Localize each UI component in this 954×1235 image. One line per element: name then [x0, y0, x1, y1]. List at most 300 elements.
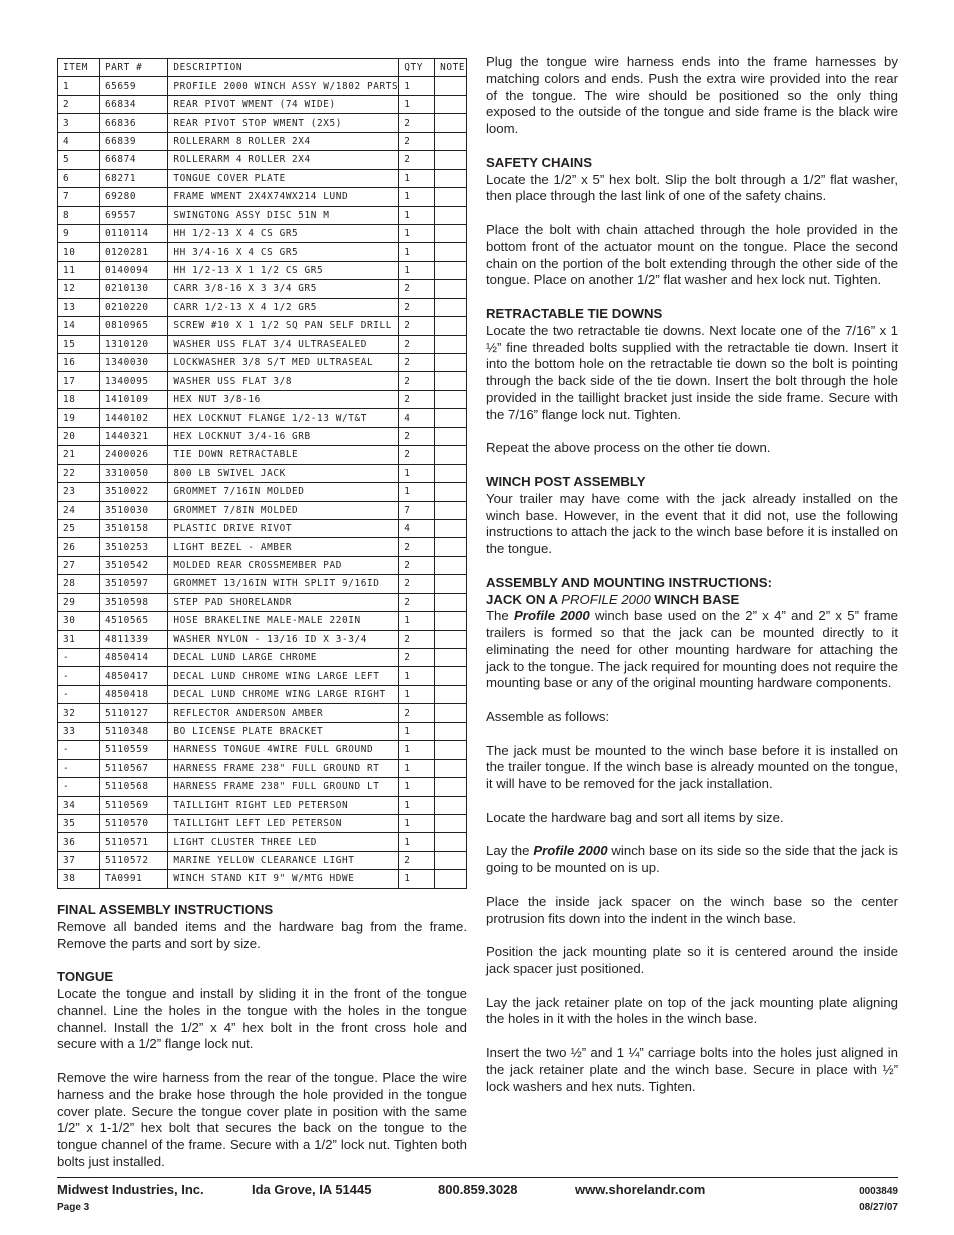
table-row [58, 390, 467, 408]
item-cell: 35 [58, 814, 100, 832]
description-cell: ROLLERARM 4 ROLLER 2X4 [168, 151, 399, 169]
part-number-cell: 69280 [99, 188, 167, 206]
footer-divider [57, 1177, 898, 1178]
item-cell: 25 [58, 519, 100, 537]
qty-cell: 2 [399, 372, 435, 390]
winch-post-heading: WINCH POST ASSEMBLY [486, 473, 646, 489]
note-cell [435, 833, 467, 851]
note-cell [435, 261, 467, 279]
part-number-cell: 5110559 [99, 741, 167, 759]
table-row [58, 169, 467, 187]
description-cell: LOCKWASHER 3/8 S/T MED ULTRASEAL [168, 354, 399, 372]
qty-cell: 2 [399, 317, 435, 335]
qty-cell: 2 [399, 446, 435, 464]
profile-paragraph-rest: winch base used on the 2” x 4” and 2” x 5” frame trailers is formed so that the jack can be mounted directly to it eliminating the need for other mounting hardware for attaching the jack to the tongue. The jack required for mounting does not require the mounting base or any of the original mounting hardware components. [486, 608, 899, 691]
item-cell: 32 [58, 704, 100, 722]
footer-website: www.shorelandr.com [575, 1182, 706, 1197]
part-number-cell: 66836 [99, 114, 167, 132]
winch-post-paragraph: Your trailer may have come with the jack already installed on the winch base. However, in the event that it did not, use the following instructions to attach the jack to the winch base before it is installed on the tongue. [486, 490, 898, 557]
table-row [58, 280, 467, 298]
note-cell [435, 298, 467, 316]
description-cell: DECAL LUND CHROME WING LARGE RIGHT [168, 685, 399, 703]
qty-cell: 2 [399, 593, 435, 611]
item-cell: 7 [58, 188, 100, 206]
note-cell [435, 243, 467, 261]
part-number-cell: TA0991 [99, 870, 167, 888]
item-cell: 15 [58, 335, 100, 353]
item-cell: 19 [58, 409, 100, 427]
qty-cell: 1 [399, 261, 435, 279]
table-row [58, 814, 467, 832]
note-cell [435, 704, 467, 722]
footer-page-number: Page 3 [57, 1202, 90, 1213]
note-cell [435, 409, 467, 427]
note-cell [435, 95, 467, 113]
description-cell: GROMMET 13/16IN WITH SPLIT 9/16ID [168, 575, 399, 593]
qty-cell: 1 [399, 685, 435, 703]
item-cell: - [58, 667, 100, 685]
item-cell: 3 [58, 114, 100, 132]
item-cell: 9 [58, 224, 100, 242]
qty-cell: 1 [399, 612, 435, 630]
profile-paragraph-start: The [486, 608, 515, 624]
table-row [58, 667, 467, 685]
qty-cell: 1 [399, 741, 435, 759]
table-row [58, 575, 467, 593]
table-row [58, 243, 467, 261]
description-cell: DECAL LUND LARGE CHROME [168, 649, 399, 667]
description-cell: CARR 3/8-16 X 3 3/4 GR5 [168, 280, 399, 298]
left-column-text [57, 902, 467, 1188]
header-item: ITEM [58, 59, 100, 77]
description-cell: SWINGTONG ASSY DISC 51N M [168, 206, 399, 224]
assemble-as-follows: Assemble as follows: [486, 709, 610, 725]
qty-cell: 1 [399, 169, 435, 187]
qty-cell: 1 [399, 224, 435, 242]
table-row [58, 612, 467, 630]
description-cell: HEX LOCKNUT 3/4-16 GRB [168, 427, 399, 445]
table-row [58, 870, 467, 888]
qty-cell: 2 [399, 630, 435, 648]
note-cell [435, 814, 467, 832]
note-cell [435, 390, 467, 408]
description-cell: ROLLERARM 8 ROLLER 2X4 [168, 132, 399, 150]
note-cell [435, 667, 467, 685]
table-row [58, 833, 467, 851]
safety-chains-paragraph-2: Place the bolt with chain attached through the hole provided in the bottom front of the actuator mount on the tongue. Place the second chain on the portion of the bolt extending through the other side of the tongue. Place on another 1/2” flat washer and hex lock nut. Tighten. [486, 221, 898, 288]
item-cell: 2 [58, 95, 100, 113]
note-cell [435, 151, 467, 169]
note-cell [435, 778, 467, 796]
description-cell: PLASTIC DRIVE RIVOT [168, 519, 399, 537]
table-row [58, 261, 467, 279]
note-cell [435, 630, 467, 648]
description-cell: LIGHT BEZEL - AMBER [168, 538, 399, 556]
qty-cell: 1 [399, 778, 435, 796]
note-cell [435, 354, 467, 372]
qty-cell: 4 [399, 519, 435, 537]
qty-cell: 2 [399, 298, 435, 316]
qty-cell: 1 [399, 722, 435, 740]
note-cell [435, 722, 467, 740]
header-description: DESCRIPTION [168, 59, 399, 77]
footer-doc-number: 0003849 [859, 1186, 898, 1197]
qty-cell: 2 [399, 649, 435, 667]
description-cell: STEP PAD SHORELANDR [168, 593, 399, 611]
table-row [58, 722, 467, 740]
part-number-cell: 1410109 [99, 390, 167, 408]
table-row [58, 409, 467, 427]
part-number-cell: 5110570 [99, 814, 167, 832]
table-row [58, 741, 467, 759]
note-cell [435, 446, 467, 464]
item-cell: 26 [58, 538, 100, 556]
qty-cell: 2 [399, 354, 435, 372]
item-cell: 16 [58, 354, 100, 372]
item-cell: - [58, 741, 100, 759]
note-cell [435, 519, 467, 537]
item-cell: 12 [58, 280, 100, 298]
footer-company: Midwest Industries, Inc. [57, 1182, 204, 1197]
table-row [58, 483, 467, 501]
qty-cell: 1 [399, 243, 435, 261]
qty-cell: 1 [399, 667, 435, 685]
note-cell [435, 501, 467, 519]
description-cell: TIE DOWN RETRACTABLE [168, 446, 399, 464]
lay-profile-2000-name: Profile 2000 [533, 843, 608, 859]
locate-hardware-paragraph: Locate the hardware bag and sort all items by size. [486, 809, 784, 825]
description-cell: HOSE BRAKELINE MALE-MALE 220IN [168, 612, 399, 630]
note-cell [435, 427, 467, 445]
description-cell: WASHER NYLON - 13/16 ID X 3-3/4 [168, 630, 399, 648]
part-number-cell: 3510597 [99, 575, 167, 593]
final-assembly-heading: FINAL ASSEMBLY INSTRUCTIONS [57, 902, 274, 917]
part-number-cell: 0810965 [99, 317, 167, 335]
description-cell: MARINE YELLOW CLEARANCE LIGHT [168, 851, 399, 869]
part-number-cell: 66874 [99, 151, 167, 169]
description-cell: WASHER USS FLAT 3/8 [168, 372, 399, 390]
item-cell: 8 [58, 206, 100, 224]
item-cell: 29 [58, 593, 100, 611]
carriage-bolts-paragraph: Insert the two ½” and 1 ¼” carriage bolts into the holes just aligned in the jack retainer plate and the winch base. Secure in place with ½” lock washers and hex nuts. Tighten. [486, 1045, 898, 1094]
table-row [58, 446, 467, 464]
item-cell: - [58, 759, 100, 777]
description-cell: HH 1/2-13 X 4 CS GR5 [168, 224, 399, 242]
description-cell: PROFILE 2000 WINCH ASSY W/1802 PARTS [168, 77, 399, 95]
item-cell: 28 [58, 575, 100, 593]
description-cell: HEX LOCKNUT FLANGE 1/2-13 W/T&T [168, 409, 399, 427]
part-number-cell: 5110567 [99, 759, 167, 777]
qty-cell: 1 [399, 814, 435, 832]
note-cell [435, 132, 467, 150]
description-cell: LIGHT CLUSTER THREE LED [168, 833, 399, 851]
table-row [58, 464, 467, 482]
item-cell: 36 [58, 833, 100, 851]
item-cell: 24 [58, 501, 100, 519]
table-row [58, 151, 467, 169]
note-cell [435, 741, 467, 759]
qty-cell: 1 [399, 206, 435, 224]
part-number-cell: 5110572 [99, 851, 167, 869]
tie-downs-paragraph-2: Repeat the above process on the other tie down. [486, 440, 771, 456]
item-cell: 31 [58, 630, 100, 648]
parts-table [57, 58, 467, 889]
qty-cell: 2 [399, 390, 435, 408]
table-row [58, 593, 467, 611]
safety-chains-paragraph-1: Locate the 1/2” x 5” hex bolt. Slip the bolt through a 1/2” flat washer, then place through the last link of one of the safety chains. [486, 171, 898, 204]
qty-cell: 1 [399, 870, 435, 888]
description-cell: REFLECTOR ANDERSON AMBER [168, 704, 399, 722]
note-cell [435, 280, 467, 298]
table-row [58, 538, 467, 556]
note-cell [435, 206, 467, 224]
table-row [58, 372, 467, 390]
description-cell: HH 1/2-13 X 1 1/2 CS GR5 [168, 261, 399, 279]
part-number-cell: 5110571 [99, 833, 167, 851]
tongue-paragraph-1: Locate the tongue and install by sliding it in the front of the tongue channel. Line the holes in the tongue with the holes in the tongue channel. Install the 1/2” x 4” hex bolt in the front cross hole and secure with a 1/2” flange lock nut. [57, 985, 467, 1052]
jack-spacer-paragraph: Place the inside jack spacer on the winch base so the center protrusion fits down into the indent in the winch base. [486, 893, 898, 926]
part-number-cell: 1310120 [99, 335, 167, 353]
qty-cell: 2 [399, 114, 435, 132]
part-number-cell: 4811339 [99, 630, 167, 648]
table-row [58, 298, 467, 316]
qty-cell: 1 [399, 483, 435, 501]
part-number-cell: 4850414 [99, 649, 167, 667]
assembly-mounting-heading: ASSEMBLY AND MOUNTING INSTRUCTIONS: [486, 574, 772, 590]
description-cell: HARNESS TONGUE 4WIRE FULL GROUND [168, 741, 399, 759]
footer-date: 08/27/07 [859, 1202, 898, 1213]
table-row [58, 630, 467, 648]
table-row [58, 556, 467, 574]
note-cell [435, 556, 467, 574]
qty-cell: 1 [399, 77, 435, 95]
part-number-cell: 3510030 [99, 501, 167, 519]
note-cell [435, 335, 467, 353]
profile-2000-name: Profile 2000 [514, 608, 590, 624]
header-note: NOTE [435, 59, 467, 77]
part-number-cell: 3510022 [99, 483, 167, 501]
tie-downs-heading: RETRACTABLE TIE DOWNS [486, 305, 663, 321]
safety-chains-heading: SAFETY CHAINS [486, 154, 593, 170]
note-cell [435, 685, 467, 703]
qty-cell: 2 [399, 538, 435, 556]
note-cell [435, 317, 467, 335]
description-cell: MOLDED REAR CROSSMEMBER PAD [168, 556, 399, 574]
note-cell [435, 224, 467, 242]
table-row [58, 114, 467, 132]
description-cell: BO LICENSE PLATE BRACKET [168, 722, 399, 740]
table-row [58, 224, 467, 242]
note-cell [435, 649, 467, 667]
item-cell: 21 [58, 446, 100, 464]
table-row [58, 206, 467, 224]
description-cell: TAILLIGHT LEFT LED PETERSON [168, 814, 399, 832]
item-cell: 10 [58, 243, 100, 261]
lay-paragraph-rest: winch base on its side so the side that the jack is going to be mounted on is up. [486, 843, 898, 876]
qty-cell: 2 [399, 704, 435, 722]
item-cell: 37 [58, 851, 100, 869]
note-cell [435, 796, 467, 814]
table-row [58, 95, 467, 113]
header-part: PART # [99, 59, 167, 77]
part-number-cell: 4850418 [99, 685, 167, 703]
note-cell [435, 372, 467, 390]
item-cell: 22 [58, 464, 100, 482]
item-cell: - [58, 649, 100, 667]
profile-2000-paragraph [486, 608, 898, 692]
description-cell: FRAME WMENT 2X4X74WX214 LUND [168, 188, 399, 206]
table-row [58, 649, 467, 667]
part-number-cell: 0120281 [99, 243, 167, 261]
description-cell: CARR 1/2-13 X 4 1/2 GR5 [168, 298, 399, 316]
note-cell [435, 483, 467, 501]
description-cell: WINCH STAND KIT 9" W/MTG HDWE [168, 870, 399, 888]
part-number-cell: 3310050 [99, 464, 167, 482]
description-cell: 800 LB SWIVEL JACK [168, 464, 399, 482]
note-cell [435, 759, 467, 777]
description-cell: TONGUE COVER PLATE [168, 169, 399, 187]
item-cell: 1 [58, 77, 100, 95]
qty-cell: 1 [399, 796, 435, 814]
note-cell [435, 870, 467, 888]
item-cell: 11 [58, 261, 100, 279]
table-row [58, 778, 467, 796]
qty-cell: 2 [399, 851, 435, 869]
note-cell [435, 851, 467, 869]
table-row [58, 335, 467, 353]
jack-on-heading-text: JACK ON A [486, 591, 562, 607]
item-cell: - [58, 778, 100, 796]
description-cell: HARNESS FRAME 238" FULL GROUND RT [168, 759, 399, 777]
table-row [58, 759, 467, 777]
part-number-cell: 3510253 [99, 538, 167, 556]
table-row [58, 685, 467, 703]
description-cell: GROMMET 7/8IN MOLDED [168, 501, 399, 519]
item-cell: 18 [58, 390, 100, 408]
tie-downs-paragraph-1: Locate the two retractable tie downs. Next locate one of the 7/16” x 1 ½” fine threaded bolts supplied with the retractable tie down. Insert it into the bottom hole on the retractable tie down so the bolt is pointing through the back side of the tie down. Insert the bolt through the hole provided in the taillight bracket just inside the side frame. Secure with the 7/16” flange lock nut. Tighten. [486, 322, 898, 422]
item-cell: - [58, 685, 100, 703]
qty-cell: 1 [399, 188, 435, 206]
lay-winch-base-paragraph [486, 843, 898, 877]
qty-cell: 7 [399, 501, 435, 519]
right-column-text [486, 54, 898, 1112]
item-cell: 13 [58, 298, 100, 316]
qty-cell: 2 [399, 132, 435, 150]
part-number-cell: 1440321 [99, 427, 167, 445]
table-row [58, 427, 467, 445]
qty-cell: 2 [399, 151, 435, 169]
part-number-cell: 1340095 [99, 372, 167, 390]
item-cell: 5 [58, 151, 100, 169]
part-number-cell: 4850417 [99, 667, 167, 685]
qty-cell: 2 [399, 556, 435, 574]
retainer-plate-paragraph: Lay the jack retainer plate on top of the jack mounting plate aligning the holes in it with the holes in the winch base. [486, 994, 898, 1027]
item-cell: 30 [58, 612, 100, 630]
footer-city: Ida Grove, IA 51445 [252, 1182, 372, 1197]
note-cell [435, 169, 467, 187]
note-cell [435, 77, 467, 95]
jack-on-profile-heading [486, 592, 898, 609]
qty-cell: 1 [399, 95, 435, 113]
note-cell [435, 464, 467, 482]
part-number-cell: 5110569 [99, 796, 167, 814]
table-row [58, 519, 467, 537]
footer-phone: 800.859.3028 [438, 1182, 518, 1197]
part-number-cell: 66839 [99, 132, 167, 150]
qty-cell: 4 [399, 409, 435, 427]
note-cell [435, 538, 467, 556]
description-cell: TAILLIGHT RIGHT LED PETERSON [168, 796, 399, 814]
part-number-cell: 5110348 [99, 722, 167, 740]
part-number-cell: 65659 [99, 77, 167, 95]
table-row [58, 501, 467, 519]
description-cell: SCREW #10 X 1 1/2 SQ PAN SELF DRILL [168, 317, 399, 335]
table-row [58, 354, 467, 372]
qty-cell: 2 [399, 575, 435, 593]
part-number-cell: 66834 [99, 95, 167, 113]
item-cell: 17 [58, 372, 100, 390]
description-cell: HH 3/4-16 X 4 CS GR5 [168, 243, 399, 261]
note-cell [435, 188, 467, 206]
table-row [58, 851, 467, 869]
part-number-cell: 0140094 [99, 261, 167, 279]
qty-cell: 2 [399, 427, 435, 445]
tongue-paragraph-2: Remove the wire harness from the rear of the tongue. Place the wire harness and the brake hose through the hole provided in the tongue cover plate. Secure the tongue cover plate in position with the same 1/2” x 1-1/2” hex bolt that secures the back on the tongue to the tongue channel of the frame. Secure with a 1/2” lock nut. Tighten both bolts just installed. [57, 1069, 467, 1169]
table-row [58, 796, 467, 814]
profile-2000-heading-text: PROFILE 2000 [561, 591, 651, 607]
qty-cell: 2 [399, 280, 435, 298]
table-row [58, 132, 467, 150]
qty-cell: 1 [399, 759, 435, 777]
item-cell: 23 [58, 483, 100, 501]
item-cell: 14 [58, 317, 100, 335]
description-cell: HEX NUT 3/8-16 [168, 390, 399, 408]
description-cell: GROMMET 7/16IN MOLDED [168, 483, 399, 501]
part-number-cell: 2400026 [99, 446, 167, 464]
qty-cell: 1 [399, 464, 435, 482]
part-number-cell: 3510542 [99, 556, 167, 574]
part-number-cell: 69557 [99, 206, 167, 224]
wire-harness-paragraph: Plug the tongue wire harness ends into the frame harnesses by matching colors and ends. Push the extra wire provided into the rear of the tongue. The wire should be positioned so the only thing exposed to the outside of the tongue and side frame is the black wire loom. [486, 54, 898, 137]
part-number-cell: 0110114 [99, 224, 167, 242]
part-number-cell: 4510565 [99, 612, 167, 630]
part-number-cell: 0210220 [99, 298, 167, 316]
table-header-row [58, 59, 467, 77]
description-cell: DECAL LUND CHROME WING LARGE LEFT [168, 667, 399, 685]
note-cell [435, 593, 467, 611]
item-cell: 27 [58, 556, 100, 574]
part-number-cell: 5110568 [99, 778, 167, 796]
jack-must-paragraph: The jack must be mounted to the winch base before it is installed on the trailer tongue. If the winch base is already mounted on the tongue, it will have to be removed for the jack installation. [486, 742, 898, 792]
note-cell [435, 575, 467, 593]
part-number-cell: 1340030 [99, 354, 167, 372]
lay-paragraph-start: Lay the [486, 843, 534, 859]
tongue-heading: TONGUE [57, 969, 114, 985]
final-assembly-paragraph: Remove all banded items and the hardware bag from the frame. Remove the parts and sort by size. [57, 918, 467, 951]
parts-table-body [58, 77, 467, 888]
description-cell: HARNESS FRAME 238" FULL GROUND LT [168, 778, 399, 796]
description-cell: REAR PIVOT STOP WMENT (2X5) [168, 114, 399, 132]
header-qty: QTY [399, 59, 435, 77]
item-cell: 34 [58, 796, 100, 814]
part-number-cell: 5110127 [99, 704, 167, 722]
part-number-cell: 0210130 [99, 280, 167, 298]
table-row [58, 77, 467, 95]
qty-cell: 1 [399, 833, 435, 851]
winch-base-heading-text: WINCH BASE [650, 591, 740, 607]
part-number-cell: 68271 [99, 169, 167, 187]
part-number-cell: 3510598 [99, 593, 167, 611]
